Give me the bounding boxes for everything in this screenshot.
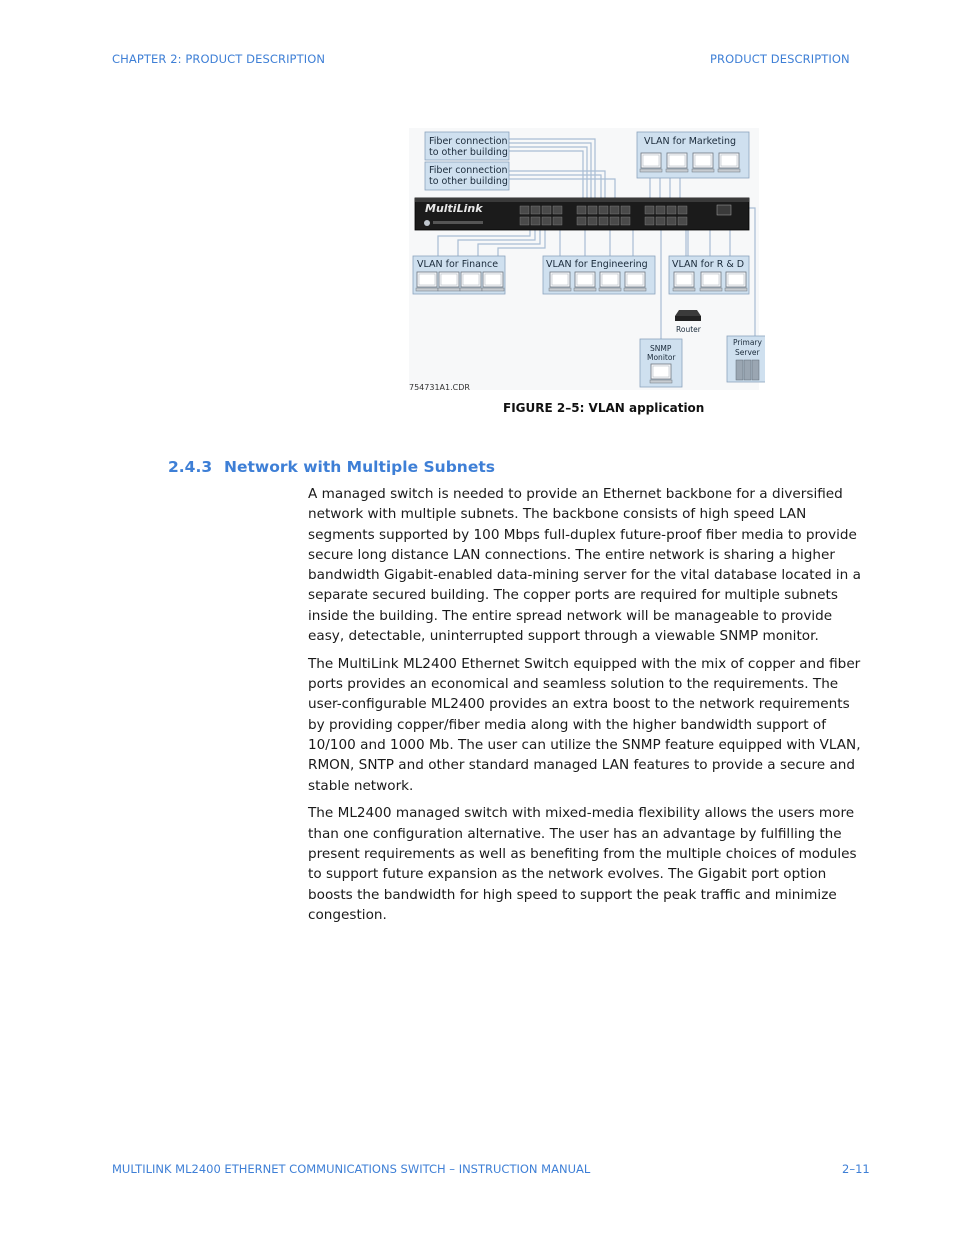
fiber-2-line1: Fiber connection bbox=[429, 165, 508, 176]
page-number: 2–11 bbox=[842, 1162, 870, 1176]
snmp-line2: Monitor bbox=[647, 353, 676, 362]
footer-title: MULTILINK ML2400 ETHERNET COMMUNICATIONS SWITCH – INSTRUCTION MANUAL bbox=[112, 1162, 591, 1176]
vlan-diagram bbox=[405, 126, 765, 396]
paragraph: The ML2400 managed switch with mixed-media flexibility allows the users more than one configuration alternative. The user has an advantage by fulfilling the present requirements as well as benefiting from the multiple choices of modules to support future expansion as the network evolves. The Gigabit port option boosts the bandwidth for high speed to support the peak traffic and minimize congestion. bbox=[308, 805, 857, 923]
router-icon bbox=[675, 310, 701, 321]
brand-logo-icon bbox=[424, 220, 430, 226]
fiber-1-line2: to other building bbox=[429, 147, 508, 158]
router-label: Router bbox=[676, 325, 701, 334]
vlan-marketing-label: VLAN for Marketing bbox=[644, 136, 737, 147]
header-section: PRODUCT DESCRIPTION bbox=[710, 52, 850, 66]
pc-icon bbox=[718, 153, 740, 172]
pc-icon bbox=[482, 272, 504, 291]
vlan-rd-label: VLAN for R & D bbox=[672, 259, 745, 270]
section-number: 2.4.3 bbox=[168, 458, 213, 476]
server-icon bbox=[736, 360, 759, 380]
section-title: Network with Multiple Subnets bbox=[224, 458, 495, 476]
pc-icon bbox=[650, 364, 672, 383]
switch-brand: MultiLink bbox=[425, 202, 483, 215]
figure-caption: FIGURE 2–5: VLAN application bbox=[503, 401, 705, 415]
pc-icon bbox=[673, 272, 695, 291]
pc-icon bbox=[460, 272, 482, 291]
pc-icon bbox=[692, 153, 714, 172]
pc-icon bbox=[700, 272, 722, 291]
fiber-1-line1: Fiber connection bbox=[429, 136, 508, 147]
switch-chassis bbox=[415, 198, 749, 230]
pc-icon bbox=[666, 153, 688, 172]
snmp-line1: SNMP bbox=[650, 344, 672, 353]
server-line2: Server bbox=[735, 348, 760, 357]
vlan-finance-label: VLAN for Finance bbox=[417, 259, 499, 270]
section-body bbox=[308, 484, 870, 933]
file-code: 754731A1.CDR bbox=[409, 383, 470, 392]
paragraph: The MultiLink ML2400 Ethernet Switch equipped with the mix of copper and fiber ports provides an economical and seamless solution to the requirements. The user-configurable ML2400 provides an extra boost to the network requirements by providing copper/fiber media along with the higher bandwidth support of 10/100 and 1000 Mb. The user can utilize the SNMP feature equipped with VLAN, RMON, SNTP and other standard managed LAN features to provide a secure and stable network. bbox=[308, 655, 861, 794]
pc-icon bbox=[640, 153, 662, 172]
pc-icon bbox=[549, 272, 571, 291]
pc-icon bbox=[725, 272, 747, 291]
fiber-2-line2: to other building bbox=[429, 176, 508, 187]
server-line1: Primary bbox=[733, 338, 762, 347]
pc-icon bbox=[574, 272, 596, 291]
header-chapter: CHAPTER 2: PRODUCT DESCRIPTION bbox=[112, 52, 326, 66]
pc-icon bbox=[438, 272, 460, 291]
pc-icon bbox=[416, 272, 438, 291]
paragraph: A managed switch is needed to provide an Ethernet backbone for a diversified network with multiple subnets. The backbone consists of high speed LAN segments supported by 100 Mbps full-duplex future-proof fiber media to provide secure long distance LAN connections. The entire network is sharing a higher bandwidth Gigabit-enabled data-mining server for the vital database located in a separate secured building. The copper ports are required for multiple subnets inside the building. The entire spread network will be manageable to provide easy, detectable, uninterrupted support through a viewable SNMP monitor. bbox=[308, 486, 861, 645]
pc-icon bbox=[599, 272, 621, 291]
pc-icon bbox=[624, 272, 646, 291]
vlan-engineering-label: VLAN for Engineering bbox=[546, 259, 648, 270]
